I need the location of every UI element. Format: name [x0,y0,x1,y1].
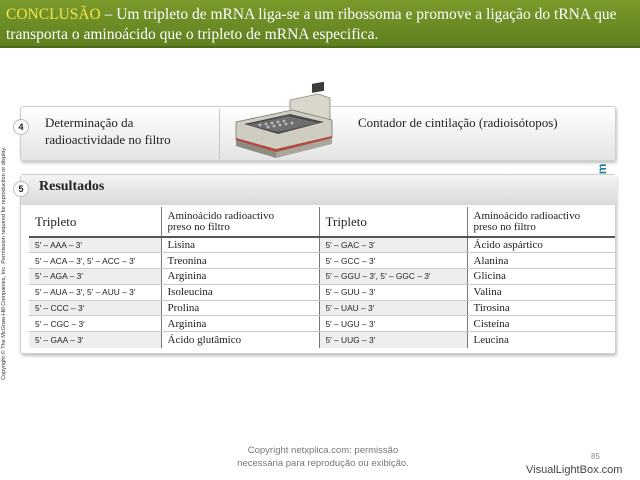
triplet-cell: 5′ – UGU – 3′ [319,316,467,332]
step-4-number: 4 [13,119,29,135]
amino-cell: Ácido glutâmico [161,332,319,348]
amino-cell: Prolina [161,300,319,316]
header-triplet-2: Tripleto [319,207,467,237]
step-4-divider [219,109,220,159]
amino-cell: Isoleucina [161,284,319,300]
conclusion-body: – Um tripleto de mRNA liga-se a um ribossoma e promove a ligação do tRNA que transporta o aminoácido que o tripleto de mRNA especifica. [6,6,617,43]
header-triplet-1: Tripleto [29,207,161,237]
header-amino-2-line2: preso no filtro [473,220,536,233]
amino-cell: Alanina [467,253,615,269]
triplet-cell: 5′ – GUU – 3′ [319,284,467,300]
conclusion-highlight: CONCLUSÃO [6,6,101,23]
header-amino-1 [161,207,319,237]
triplet-cell: 5′ – GCC – 3′ [319,253,467,269]
scintillation-counter-illustration [232,92,336,166]
results-header-bar [21,175,617,205]
table-row [29,300,615,316]
header-amino-1-line1: Aminoácido radioactivo [167,209,275,222]
triplet-cell: 5′ – GAA – 3′ [29,332,161,348]
header-amino-1-line2: preso no filtro [167,220,230,233]
triplet-cell: 5′ – GAC – 3′ [319,237,467,253]
triplet-cell: 5′ – GGU – 3′, 5′ – GGC – 3′ [319,269,467,285]
step-4-right-label: Contador de cintilação (radioisótopos) [358,115,558,130]
conclusion-text [6,5,636,45]
triplet-cell: 5′ – CGC – 3′ [29,316,161,332]
header-amino-2-line1: Aminoácido radioactivo [473,209,581,222]
conclusion-banner [0,0,640,48]
table-row [29,316,615,332]
header-amino-2 [467,207,615,237]
amino-cell: Treonina [161,253,319,269]
amino-cell: Arginina [161,316,319,332]
table-row [29,269,615,285]
footer-copyright [228,444,418,470]
triplet-cell: 5′ – ACA – 3′, 5′ – ACC – 3′ [29,253,161,269]
watermark: VisualLightBox.com [526,464,623,476]
results-table [29,207,615,348]
amino-cell: Cisteína [467,316,615,332]
triplet-cell: 5′ – UUG – 3′ [319,332,467,348]
amino-cell: Ácido aspártico [467,237,615,253]
footer-line-1: Copyright netxplica.com: permissão [247,445,399,456]
amino-cell: Leucina [467,332,615,348]
results-header-row [29,207,615,237]
table-row [29,253,615,269]
amino-cell: Valina [467,284,615,300]
triplet-cell: 5′ – AGA – 3′ [29,269,161,285]
triplet-cell: 5′ – AUA – 3′, 5′ – AUU – 3′ [29,284,161,300]
amino-cell: Arginina [161,269,319,285]
table-row [29,284,615,300]
footer-line-2: necessária para reprodução ou exibição. [237,458,409,469]
results-title: Resultados [39,179,105,194]
page-number: 85 [591,452,600,461]
step-5-number: 5 [13,181,29,197]
amino-cell: Tirosina [467,300,615,316]
table-row [29,237,615,253]
step-5-panel [20,174,616,354]
side-copyright: Copyright © The McGraw-Hill Companies, Inc. Permission required for reproduction or display. [1,146,7,380]
triplet-cell: 5′ – AAA – 3′ [29,237,161,253]
step-4-left-label: Determinação da radioactividade no filtro [45,115,171,147]
amino-cell: Glicina [467,269,615,285]
triplet-cell: 5′ – UAU – 3′ [319,300,467,316]
triplet-cell: 5′ – CCC – 3′ [29,300,161,316]
amino-cell: Lisina [161,237,319,253]
table-row [29,332,615,348]
